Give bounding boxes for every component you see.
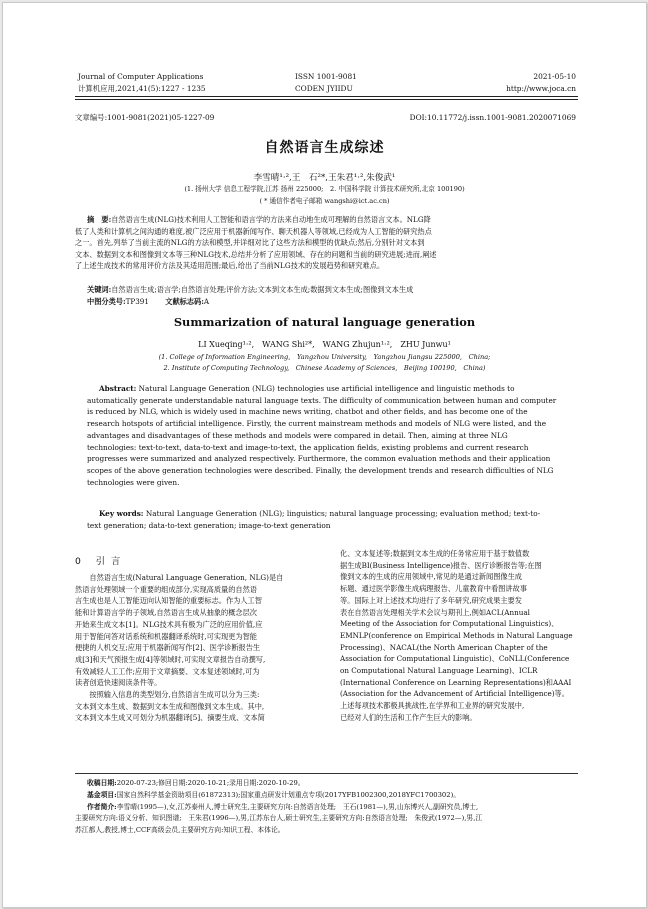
abstract-cn-label: 摘 要: bbox=[87, 215, 112, 224]
abstract-cn-line-1: 自然语言生成(NLG)技术利用人工智能和语言学的方法来自动地生成可理解的自然语言文本。NLG降 bbox=[111, 215, 431, 224]
paper-page bbox=[2, 2, 647, 908]
intro-right-line: 像到文本的生成的应用领域中,常见的是通过新闻图像生成 bbox=[340, 572, 522, 582]
keywords-en-label: Key words: bbox=[99, 509, 144, 518]
affiliation-en-2: 2. Institute of Computing Technology, Chinese Academy of Sciences, Beijing 100190, China) bbox=[163, 364, 486, 372]
intro-right-line: Meeting of the Association for Computational Linguistics)、 bbox=[340, 619, 559, 629]
abstract-en-line-1: Natural Language Generation (NLG) technologies use artificial intelligence and linguistic methods to bbox=[138, 384, 515, 393]
abstract-cn bbox=[75, 214, 565, 272]
intro-left-line: 按照输入信息的类型划分,自然语言生成可以分为三类: bbox=[75, 690, 260, 700]
intro-right-line: Association for Computational Linguistic)、CoNLL(Conference bbox=[340, 654, 570, 664]
authors-cn: 李雪晴¹·²,王 石²*,王朱君¹·²,朱俊武¹ bbox=[253, 173, 396, 183]
abstract-en-line-5: advantages and disadvantages of these methods and models were compared in detail. Then, aiming at three NLG bbox=[87, 430, 508, 440]
intro-left-line: 文本到文本生成又可划分为机器翻译[5]、摘要生成、文本简 bbox=[75, 713, 265, 723]
intro-right-line: (International Conference on Learning Representations)和AAAI bbox=[340, 677, 572, 687]
abstract-en-line-9: technologies were given. bbox=[87, 477, 180, 487]
abstract-cn-line-4: 文本、数据到文本和图像到文本等三种NLG技术,总结并分析了应用领域、存在的问题和当前的研究进展;进而,阐述 bbox=[75, 249, 437, 259]
fund-label: 基金项目: bbox=[87, 791, 117, 799]
affiliation-cn: (1. 扬州大学 信息工程学院,江苏 扬州 225000; 2. 中国科学院 计算技术研究所,北京 100190) bbox=[184, 185, 465, 193]
intro-left-line: 自然语言生成(Natural Language Generation, NLG)是自 bbox=[75, 573, 284, 582]
abstract-en-label: Abstract: bbox=[99, 384, 137, 393]
classification bbox=[87, 297, 209, 307]
abstract-en-line-4: research hotspots of artificial intelligence. Firstly, the current mainstream methods and models of NLG were listed, and the bbox=[87, 419, 547, 429]
intro-right-line: 已经对人们的生活和工作产生巨大的影响。 bbox=[340, 712, 477, 722]
abstract-cn-line-3: 之一。首先,列举了当前主流的NLG的方法和模型,并详细对比了这些方法和模型的优缺点;然后,分别针对文本到 bbox=[75, 238, 425, 248]
fund-text: 国家自然科学基金资助项目(61872313);国家重点研发计划重点专项(2017YFB1002300,2018YFC1700302)。 bbox=[116, 791, 461, 799]
authors-en: LI Xueqing¹·², WANG Shi²*, WANG Zhujun¹·², ZHU Junwu¹ bbox=[198, 340, 451, 349]
intro-right-line: 等。国际上对上述技术均进行了多年研究,研究成果主要发 bbox=[340, 595, 522, 605]
intro-left-column bbox=[75, 572, 318, 724]
doc-code: A bbox=[203, 297, 210, 306]
intro-right-line: 化、文本复述等;数据到文本生成的任务常应用于基于数值数 bbox=[340, 549, 530, 558]
intro-left-line: 有效减轻人工工作;应用于文章摘要、文本复述领域时,可为 bbox=[75, 666, 260, 676]
intro-right-line: 标题、通过医学影像生成病理报告、儿童教育中看图讲故事 bbox=[340, 584, 527, 594]
header-rule-thin bbox=[75, 99, 578, 100]
footnote-fund bbox=[87, 790, 460, 801]
footnote-dates bbox=[87, 778, 305, 789]
journal-url: http://www.joca.cn bbox=[506, 84, 576, 93]
intro-right-column bbox=[340, 548, 578, 724]
coden: CODEN JYIIDU bbox=[295, 84, 353, 93]
abstract-cn-line-2: 低了人类和计算机之间沟通的难度,被广泛应用于机器新闻写作、聊天机器人等领域,已经成为人工智能的研究热点 bbox=[75, 226, 432, 236]
bio-label: 作者简介: bbox=[87, 803, 117, 811]
section-title: 引言 bbox=[95, 556, 127, 567]
abstract-cn-line-5: 了上述生成技术的常用评价方法及其适用范围;最后,给出了当前NLG技术的发展趋势和研究难点。 bbox=[75, 261, 385, 271]
intro-right-line: (Association for the Advancement of Artificial Intelligence)等。 bbox=[340, 689, 569, 699]
abstract-en bbox=[87, 383, 565, 488]
intro-left-line: 然语言处理领域一个重要的组成部分,实现高质量的自然语 bbox=[75, 584, 257, 594]
clc-number: TP391 bbox=[125, 297, 149, 306]
affiliation-en-1: (1. College of Information Engineering, Yangzhou University, Yangzhou Jiangsu 225000, China; bbox=[158, 353, 491, 361]
intro-left-line: 文本到文本生成、数据到文本生成和图像到文本生成。其中, bbox=[75, 701, 265, 711]
bio-line-1: 李雪晴(1995—),女,江苏泰州人,博士研究生,主要研究方向:自然语言处理; 王石(1981—),男,山东博兴人,副研究员,博士, bbox=[116, 803, 479, 811]
intro-left-line: 用于智能问答对话系统和机器翻译系统时,可实现更为智能 bbox=[75, 631, 257, 641]
doc-code-label: 文献标志码: bbox=[165, 297, 204, 306]
abstract-en-line-8: scopes of the above generation technologies were described. Finally, the development trends and research difficulties of NLG bbox=[87, 465, 554, 475]
abstract-en-line-3: is reduced by NLG, which is widely used in machine news writing, chatbot and other fields, and has become one of the bbox=[87, 407, 528, 417]
bio-line-2: 主要研究方向:语义分析、知识图谱; 王朱君(1996—),男,江苏东台人,硕士研究生,主要研究方向:自然语言处理; 朱俊武(1972—),男,江 bbox=[75, 814, 483, 823]
corresponding-email-cn: ( * 通信作者电子邮箱 wangshi@ict.ac.cn) bbox=[259, 197, 390, 205]
dates-text: 2020-07-23;修回日期:2020-10-21;录用日期:2020-10-29。 bbox=[116, 779, 305, 787]
intro-left-line: 开始来生成文本[1]。NLG技术具有极为广泛的应用价值,应 bbox=[75, 619, 263, 629]
article-number: 文章编号:1001-9081(2021)05-1227-09 bbox=[75, 113, 215, 122]
abstract-en-line-7: progresses were summarized and analyzed respectively. Furthermore, the common evaluation methods and their application bbox=[87, 454, 551, 464]
intro-right-line: Processing)、NACAL(the North American Chapter of the bbox=[340, 642, 548, 652]
issue-date: 2021-05-10 bbox=[533, 72, 576, 81]
section-heading bbox=[75, 553, 126, 567]
clc-label: 中图分类号: bbox=[87, 297, 126, 306]
journal-name-en: Journal of Computer Applications bbox=[78, 72, 204, 81]
dates-label: 收稿日期: bbox=[87, 779, 117, 787]
keywords-en-line-2: text generation; data-to-text generation; image-to-text generation bbox=[87, 520, 331, 530]
keywords-en bbox=[87, 508, 565, 531]
abstract-en-line-2: automatically generate understandable natural language texts. The difficulty of communication between human and computer bbox=[87, 395, 557, 405]
intro-left-line: 便捷的人机交互;应用于机器新闻写作[2]、医学诊断报告生 bbox=[75, 643, 261, 653]
section-number: 0 bbox=[75, 556, 81, 567]
journal-name-cn: 计算机应用,2021,41(5):1227 - 1235 bbox=[78, 84, 206, 93]
title-en: Summarization of natural language generation bbox=[173, 315, 476, 329]
intro-right-line: 据生成BI(Business Intelligence)报告、医疗诊断报告等;在图 bbox=[340, 560, 542, 570]
intro-right-line: 表在自然语言处理相关学术会议与期刊上,例如ACL(Annual bbox=[340, 607, 530, 617]
intro-right-line: on Computational Natural Language Learning)、ICLR bbox=[340, 666, 538, 676]
keywords-cn bbox=[87, 285, 413, 295]
header-rule-thick bbox=[75, 96, 578, 97]
footnote-bio bbox=[75, 802, 578, 836]
issn: ISSN 1001-9081 bbox=[295, 72, 357, 81]
abstract-en-line-6: technologies: text-to-text, data-to-text and image-to-text, the application fields, existing problems and current research bbox=[87, 442, 529, 452]
intro-right-line: 上述每项技术都极具挑战性,在学界和工业界的研究发展中, bbox=[340, 701, 525, 711]
keywords-cn-label: 关键词: bbox=[87, 285, 112, 294]
intro-left-line: 言生成也是人工智能迈向认知智能的重要标志。作为人工智 bbox=[75, 596, 262, 606]
keywords-en-line-1: Natural Language Generation (NLG); linguistics; natural language processing; evaluation method; text-to- bbox=[145, 509, 541, 518]
intro-left-line: 成[3]和天气预报生成[4]等领域时,可实现文章报告自动撰写, bbox=[75, 654, 266, 664]
doi: DOI:10.11772/j.issn.1001-9081.2020071069 bbox=[409, 113, 576, 122]
footnote-rule bbox=[75, 773, 578, 774]
bio-line-3: 苏江都人,教授,博士,CCF高级会员,主要研究方向:知识工程、本体论。 bbox=[75, 825, 285, 834]
intro-right-line: EMNLP(conference on Empirical Methods in Natural Language bbox=[340, 630, 573, 640]
title-cn: 自然语言生成综述 bbox=[264, 140, 385, 156]
intro-left-line: 能和计算语言学的子领域,自然语言生成从抽象的概念层次 bbox=[75, 608, 257, 618]
keywords-cn-text: 自然语言生成;语言学;自然语言处理;评价方法;文本到文本生成;数据到文本生成;图像到文本生成 bbox=[111, 285, 414, 294]
intro-left-line: 读者创造快速阅读条件等。 bbox=[75, 678, 162, 688]
